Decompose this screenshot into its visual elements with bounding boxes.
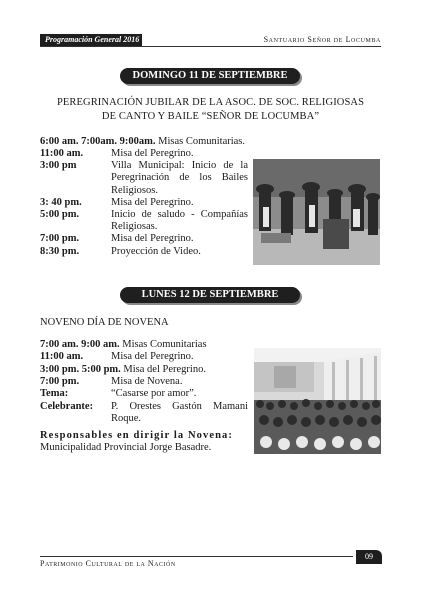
schedule-time: 11:00 am. [40,351,84,362]
schedule-text: Misa de Novena. [111,376,183,387]
schedule-time: 7:00 am. 9:00 am. [40,339,120,350]
schedule-row [40,197,194,209]
page-number: 09 [356,550,382,564]
day1-heading: DOMINGO 11 DE SEPTIEMBRE [120,68,300,84]
schedule-row [40,160,111,172]
schedule-time: 8:30 pm. [40,246,80,257]
schedule-text: Misa del Peregrino. [111,148,194,159]
schedule-time: 7:00 pm. [40,376,80,387]
schedule-time: Tema: [40,388,69,399]
schedule-row [40,246,201,258]
schedule-text: Misas Comunitarias. [158,136,246,147]
day1-title-line2: DE CANTO Y BAILE “SEÑOR DE LOCUMBA” [101,111,320,122]
schedule-row [40,364,206,376]
schedule-row [40,388,196,400]
header-rule [40,46,381,47]
schedule-row [40,339,207,351]
schedule-row [40,401,111,413]
schedule-time: 7:00 pm. [40,233,80,244]
schedule-text: Misa del Peregrino. [111,351,194,362]
day1-title-line1: PEREGRINACIÓN JUBILAR DE LA ASOC. DE SOC. RELIGIOSAS [56,97,365,108]
day2-subtitle: NOVENO DÍA DE NOVENA [40,317,169,328]
schedule-text: Villa Municipal: Inicio de la Peregrinación de los Bailes Religiosos. [111,160,248,196]
church-interior-photo [254,348,381,454]
schedule-row [40,233,194,245]
procession-photo [253,159,380,265]
schedule-text: Misa del Peregrino. [123,364,206,375]
schedule-time: 6:00 am. 7:00am. 9:00am. [40,136,156,147]
schedule-time: 3:00 pm. 5:00 pm. [40,364,121,375]
schedule-text: Misa del Peregrino. [111,233,194,244]
schedule-time: 11:00 am. [40,148,84,159]
schedule-text: “Casarse por amor”. [111,388,197,399]
responsables-value: Municipalidad Provincial Jorge Basadre. [40,442,212,453]
schedule-row [40,351,194,363]
schedule-time: 5:00 pm. [40,209,80,220]
schedule-time: 3: 40 pm. [40,197,82,208]
schedule-row [40,209,111,221]
schedule-text: Inicio de saludo - Compañías Religiosas. [111,209,248,233]
schedule-row [40,376,182,388]
footer-text: Patrimonio Cultural de la Nación [40,559,176,568]
schedule-time: Celebrante: [40,401,94,412]
schedule-text: Misas Comunitarias [122,339,207,350]
schedule-text: Proyección de Video. [111,246,201,257]
section-tab: Programación General 2016 [40,34,142,46]
footer-rule [40,556,353,557]
schedule-text: Misa del Peregrino. [111,197,194,208]
schedule-row [40,148,194,160]
day2-heading: LUNES 12 DE SEPTIEMBRE [120,287,300,303]
schedule-text: P. Orestes Gastón Mamani Roque. [111,401,248,425]
schedule-time: 3:00 pm [40,160,77,171]
responsables-label: Responsables en dirigir la Novena: [40,430,233,441]
schedule-row [40,136,245,148]
running-title: Santuario Señor de Locumba [263,35,381,44]
day1-title [40,96,381,124]
